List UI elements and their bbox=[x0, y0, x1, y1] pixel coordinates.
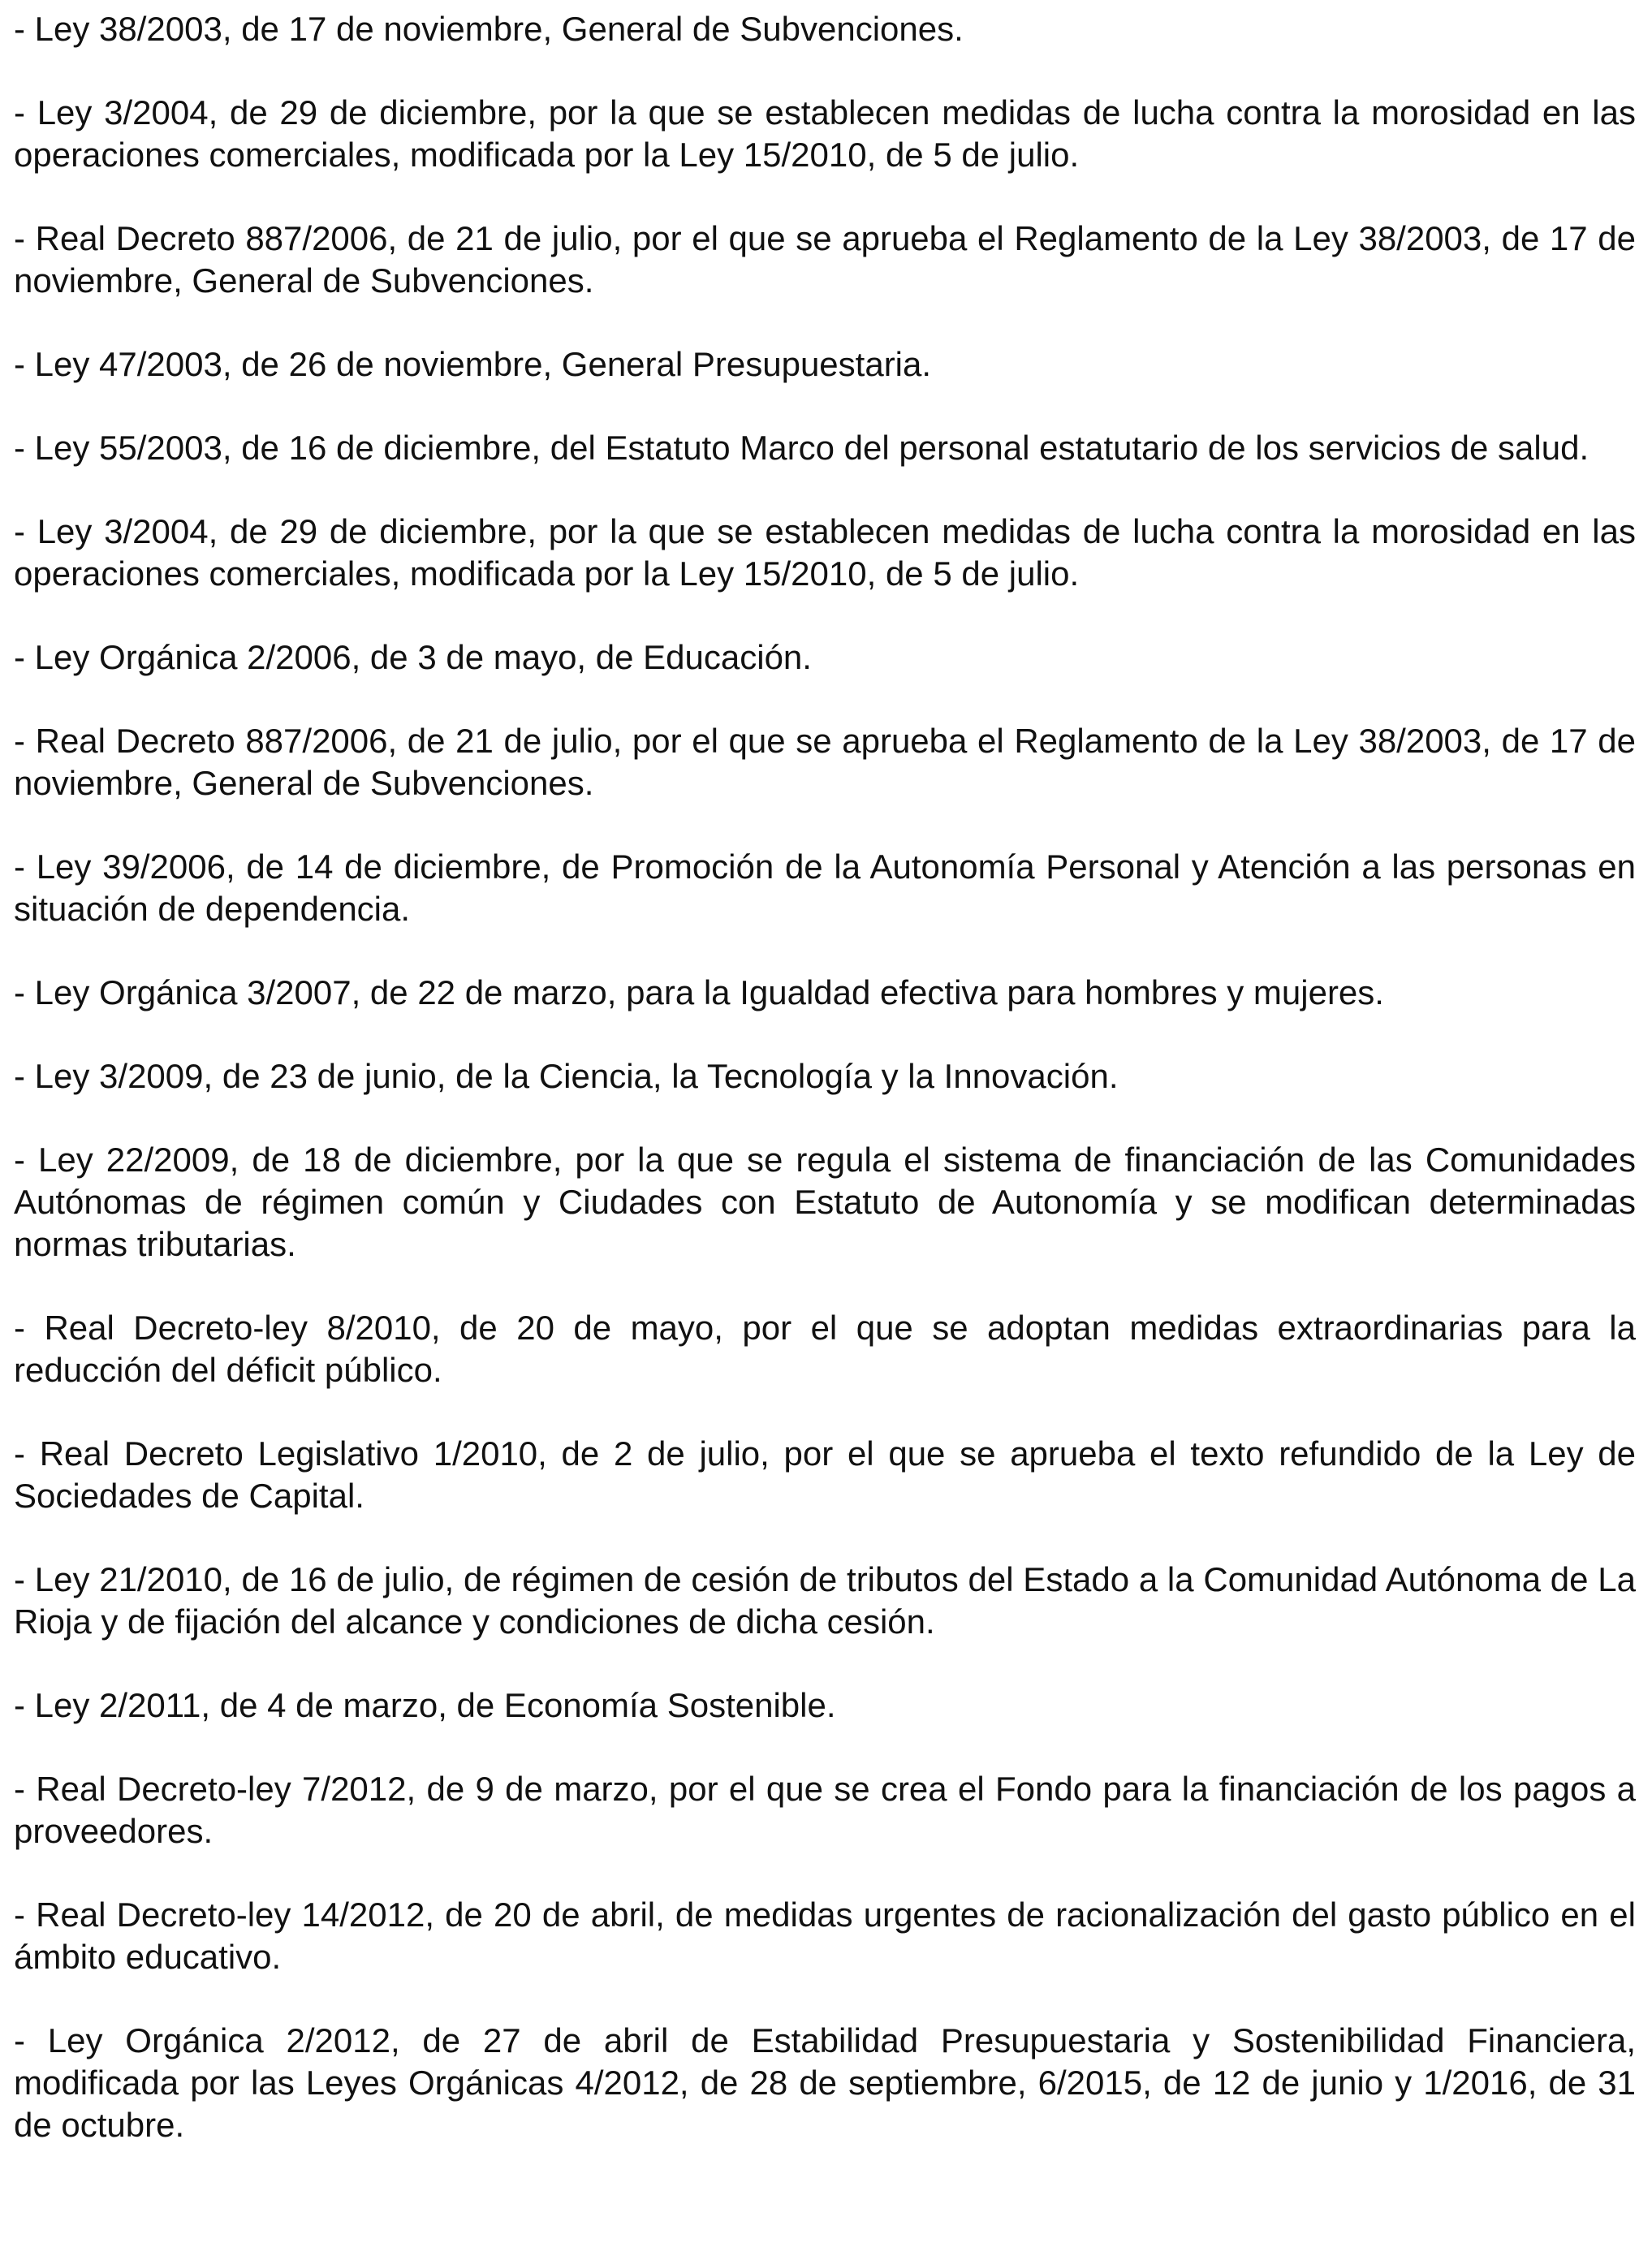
legislation-item-rdl-7-2012: - Real Decreto-ley 7/2012, de 9 de marzo, por el que se crea el Fondo para la financiación de los pagos a proveedores. bbox=[14, 1770, 1636, 1850]
legislation-item-ley-2-2011: - Ley 2/2011, de 4 de marzo, de Economía Sostenible. bbox=[14, 1686, 836, 1724]
legislation-item-lo-2-2006: - Ley Orgánica 2/2006, de 3 de mayo, de Educación. bbox=[14, 638, 812, 676]
legislation-item-ley-55-2003: - Ley 55/2003, de 16 de diciembre, del Estatuto Marco del personal estatutario de los servicios de salud. bbox=[14, 429, 1589, 467]
legislation-item-ley-39-2006: - Ley 39/2006, de 14 de diciembre, de Promoción de la Autonomía Personal y Atención a las personas en situación de dependencia. bbox=[14, 847, 1636, 928]
legislation-item-rdl-8-2010: - Real Decreto-ley 8/2010, de 20 de mayo, por el que se adoptan medidas extraordinarias para la reducción del déficit público. bbox=[14, 1309, 1636, 1389]
legislation-item-lo-2-2012: - Ley Orgánica 2/2012, de 27 de abril de Estabilidad Presupuestaria y Sostenibilidad Financiera, modificada por las Leyes Orgánicas 4/2012, de 28 de septiembre, 6/2015, de 12 de junio y 1/2016, de 31 de octubre. bbox=[14, 2021, 1636, 2144]
legislation-item-ley-22-2009: - Ley 22/2009, de 18 de diciembre, por la que se regula el sistema de financiación de las Comunidades Autónomas de régimen común y Ciudades con Estatuto de Autonomía y se modifican determinadas normas tributarias. bbox=[14, 1141, 1636, 1263]
legislation-item-ley-21-2010: - Ley 21/2010, de 16 de julio, de régimen de cesión de tributos del Estado a la Comunidad Autónoma de La Rioja y de fijación del alcance y condiciones de dicha cesión. bbox=[14, 1560, 1636, 1641]
legislation-list bbox=[14, 8, 1636, 2188]
legislation-item-ley-3-2004-repeat: - Ley 3/2004, de 29 de diciembre, por la que se establecen medidas de lucha contra la morosidad en las operaciones comerciales, modificada por la Ley 15/2010, de 5 de julio. bbox=[14, 512, 1636, 593]
legislation-item-ley-3-2004: - Ley 3/2004, de 29 de diciembre, por la que se establecen medidas de lucha contra la morosidad en las operaciones comerciales, modificada por la Ley 15/2010, de 5 de julio. bbox=[14, 93, 1636, 174]
legislation-item-rd-887-2006: - Real Decreto 887/2006, de 21 de julio, por el que se aprueba el Reglamento de la Ley 38/2003, de 17 de noviembre, General de Subvenciones. bbox=[14, 219, 1636, 300]
legislation-item-ley-38-2003: - Ley 38/2003, de 17 de noviembre, General de Subvenciones. bbox=[14, 10, 964, 48]
legislation-item-lo-3-2007: - Ley Orgánica 3/2007, de 22 de marzo, para la Igualdad efectiva para hombres y mujeres. bbox=[14, 973, 1384, 1011]
legislation-item-rdl-14-2012: - Real Decreto-ley 14/2012, de 20 de abril, de medidas urgentes de racionalización del gasto público en el ámbito educativo. bbox=[14, 1896, 1636, 1976]
legislation-item-rd-887-2006-repeat: - Real Decreto 887/2006, de 21 de julio, por el que se aprueba el Reglamento de la Ley 38/2003, de 17 de noviembre, General de Subvenciones. bbox=[14, 722, 1636, 802]
legislation-item-rdleg-1-2010: - Real Decreto Legislativo 1/2010, de 2 de julio, por el que se aprueba el texto refundido de la Ley de Sociedades de Capital. bbox=[14, 1434, 1636, 1515]
legislation-item-ley-47-2003: - Ley 47/2003, de 26 de noviembre, General Presupuestaria. bbox=[14, 345, 932, 383]
legislation-item-ley-3-2009: - Ley 3/2009, de 23 de junio, de la Ciencia, la Tecnología y la Innovación. bbox=[14, 1057, 1119, 1095]
